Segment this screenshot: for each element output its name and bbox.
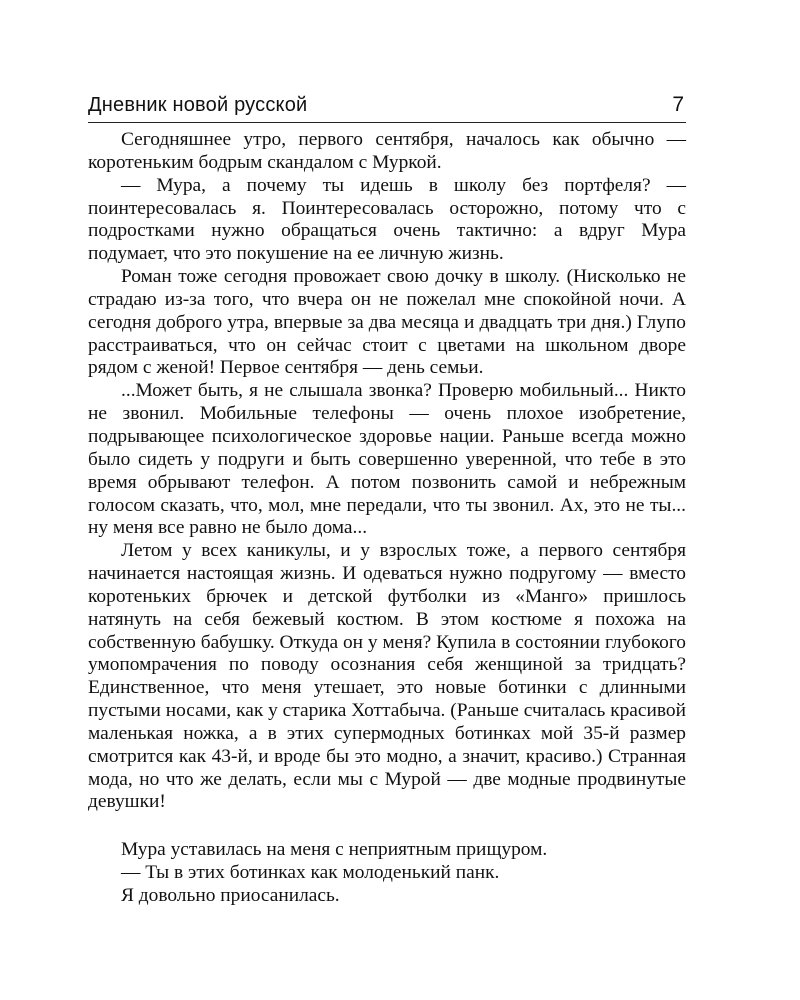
dialogue-block <box>88 839 686 908</box>
dialogue-line: Я довольно приосанилась. <box>121 884 340 906</box>
page-number: 7 <box>672 93 684 116</box>
paragraph: Летом у всех каникулы, и у взрослых тоже, а первого сентября начинается настоящая жизнь. И одеваться нужно подругому — вместо коротеньких брючек и детской футболки из «Манго» пришлось натянуть на себя бежевый костюм. В этом костюме я похожа на собственную бабушку. Откуда он у меня? Купила в состоянии глубокого умопомрачения по поводу осознания себя женщиной за тридцать? Единственное, что меня утешает, это новые ботинки с длинными пустыми носами, как у старика Хоттабыча. (Раньше считалась красивой маленькая ножка, а в этих супермодных ботинках мой 35-й размер смотрится как 43-й, и вроде бы это модно, а значит, красиво.) Странная мода, но что же делать, если мы с Мурой — две модные продвинутые девушки! <box>88 540 686 813</box>
paragraph: Сегодняшнее утро, первого сентября, началось как обычно — коротеньким бодрым скандалом с Муркой. <box>88 129 686 173</box>
dialogue-line: Мура уставилась на меня с неприятным прищуром. <box>121 839 548 860</box>
paragraph: Роман тоже сегодня провожает свою дочку в школу. (Нисколько не страдаю из-за того, что вчера он не пожелал мне спокойной ночи. А сегодня доброго утра, впервые за два месяца и двадцать три дня.) Глупо расстраиваться, что он сейчас стоит с цветами на школьном дворе рядом с женой! Первое сентября — день семьи. <box>88 266 686 379</box>
dialogue-line: — Ты в этих ботинках как молоденький панк. <box>121 861 500 883</box>
paragraph: ...Может быть, я не слышала звонка? Проверю мобильный... Никто не звонил. Мобильные телефоны — очень плохое изобретение, подрывающее психологическое здоровье нации. Раньше всегда можно было сидеть у подруги и быть совершенно уверенной, что тебе в это время обрывают телефон. А потом позвонить самой и небрежным голосом сказать, что, мол, мне передали, что ты звонил. Ах, это не ты... ну меня все равно не было дома... <box>88 380 686 539</box>
main-text <box>88 129 686 814</box>
page-header <box>88 92 686 123</box>
running-title: Дневник новой русской <box>88 94 308 116</box>
paragraph: — Мура, а почему ты идешь в школу без портфеля? — поинтересовалась я. Поинтересовалась осторожно, потому что с подростками нужно обращаться очень тактично: а вдруг Мура подумает, что это покушение на ее личную жизнь. <box>88 174 686 265</box>
